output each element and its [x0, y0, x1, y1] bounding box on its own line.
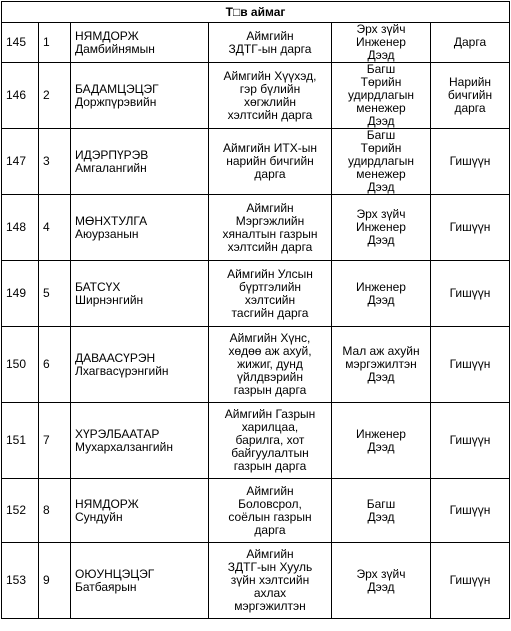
name-cell-line: БАДАМЦЭЦЭГ — [75, 81, 159, 96]
position-cell-line: Аймгийн Хүүхэд, — [223, 68, 317, 83]
position-cell — [209, 195, 332, 261]
row-number-cell: 1 — [39, 23, 71, 63]
position-cell-line: хяналтын газрын — [222, 226, 318, 241]
position-cell-line: соёлын газрын — [228, 509, 312, 524]
education-cell-line: менежер — [356, 101, 406, 115]
name-cell-line: ИДЭРПҮРЭВ — [75, 147, 149, 162]
education-cell — [332, 403, 431, 479]
education-cell-line: Дээд — [367, 439, 395, 454]
role-cell-line: Гишүүн — [449, 503, 491, 517]
table-row — [2, 403, 510, 479]
row-number-cell: 9 — [39, 543, 71, 619]
officials-table — [1, 1, 510, 619]
role-cell — [431, 129, 510, 195]
education-cell — [332, 327, 431, 403]
name-cell — [71, 23, 209, 63]
role-cell — [431, 327, 510, 403]
position-cell-line: бүртгэлийн — [238, 279, 302, 294]
table-row — [2, 479, 510, 543]
name-cell — [71, 543, 209, 619]
education-cell — [332, 63, 431, 129]
position-cell-line: Аймгийн — [246, 483, 294, 498]
position-cell-line: тасгийн дарга — [231, 305, 309, 320]
position-cell-line: хэлтсийн дарга — [227, 107, 313, 122]
position-cell — [209, 63, 332, 129]
row-id-cell: 147 — [2, 129, 39, 195]
table-title: Т□в аймаг — [2, 2, 510, 23]
role-cell-line: Гишүүн — [449, 286, 491, 300]
row-number-cell: 2 — [39, 63, 71, 129]
education-cell — [332, 261, 431, 327]
position-cell-line: газрын дарга — [233, 383, 307, 397]
position-cell-line: хөдөө аж ахуй, — [228, 344, 312, 358]
position-cell-line: ахлах — [253, 586, 287, 600]
role-cell-line: Гишүүн — [449, 154, 491, 168]
role-cell-line: Гишүүн — [449, 433, 491, 447]
position-cell-line: Аймгийн — [246, 547, 294, 561]
education-cell-line: менежер — [356, 167, 406, 181]
education-cell-line: Дээд — [367, 292, 395, 307]
education-cell — [332, 543, 431, 619]
education-cell-line: Багш — [366, 128, 396, 142]
name-cell-line: Амгалангийн — [75, 160, 147, 175]
position-cell-line: барилга, хот — [235, 433, 305, 447]
education-cell-line: Эрх зүйч — [356, 22, 406, 36]
position-cell-line: Мэргэжлийн — [235, 213, 305, 228]
row-number-cell: 5 — [39, 261, 71, 327]
name-cell-line: НЯМДОРЖ — [75, 496, 139, 511]
position-cell — [209, 403, 332, 479]
position-cell — [209, 23, 332, 63]
role-cell — [431, 479, 510, 543]
position-cell-line: нарийн бичгийн — [226, 154, 314, 168]
position-cell — [209, 479, 332, 543]
name-cell — [71, 479, 209, 543]
role-cell-line: Гишүүн — [449, 220, 491, 234]
position-cell — [209, 261, 332, 327]
position-cell-line: хэлтсийн дарга — [227, 239, 313, 254]
education-cell-line: Инженер — [356, 220, 406, 234]
position-cell-line: Аймгийн Газрын — [224, 407, 316, 421]
row-id-cell: 148 — [2, 195, 39, 261]
position-cell-line: гэр бүлийн — [239, 81, 301, 96]
education-cell-line: Мал аж ахуйн — [342, 344, 420, 358]
row-number-cell: 7 — [39, 403, 71, 479]
row-id-cell: 151 — [2, 403, 39, 479]
education-cell-line: Инженер — [356, 35, 406, 49]
education-cell-line: Инженер — [356, 279, 406, 294]
education-cell-line: Дээд — [367, 180, 395, 194]
name-cell-line: Сундуйн — [75, 509, 123, 524]
position-cell-line: мэргэжилтэн — [234, 599, 306, 613]
row-id-cell: 153 — [2, 543, 39, 619]
position-cell-line: Аймгийн — [246, 200, 294, 215]
education-cell-line: Төрийн — [360, 75, 402, 89]
name-cell-line: Батбаярын — [75, 579, 137, 594]
position-cell-line: дарга — [254, 167, 286, 181]
education-cell-line: Эрх зүйч — [356, 566, 406, 581]
name-cell-line: Дамбийнямын — [75, 41, 155, 56]
role-cell — [431, 195, 510, 261]
row-number-cell: 8 — [39, 479, 71, 543]
table-row — [2, 543, 510, 619]
role-cell-line: дарга — [454, 101, 486, 115]
row-number-cell: 4 — [39, 195, 71, 261]
name-cell-line: Мухархалзангийн — [75, 439, 173, 454]
position-cell-line: Аймгийн Хүнс, — [229, 331, 311, 345]
position-cell-line: дарга — [254, 522, 286, 537]
role-cell-line: Дарга — [453, 35, 487, 49]
education-cell-line: Инженер — [356, 426, 406, 441]
position-cell-line: Аймгийн Улсын — [227, 266, 313, 281]
name-cell-line: Аюурзанын — [75, 226, 139, 241]
row-number-cell: 3 — [39, 129, 71, 195]
education-cell — [332, 129, 431, 195]
name-cell-line: ДАВААСҮРЭН — [75, 350, 156, 365]
education-cell-line: Дээд — [367, 579, 395, 594]
education-cell-line: Эрх зүйч — [356, 207, 406, 221]
name-cell-line: ОЮУНЦЭЦЭГ — [75, 566, 155, 581]
position-cell-line: ЗДТГ-ын Хууль — [227, 560, 313, 574]
education-cell-line: мэргэжилтэн — [345, 357, 417, 371]
name-cell — [71, 63, 209, 129]
position-cell-line: харилцаа, — [241, 420, 299, 434]
role-cell — [431, 543, 510, 619]
role-cell-line: бичгийн — [447, 88, 493, 102]
role-cell — [431, 403, 510, 479]
name-cell — [71, 403, 209, 479]
position-cell-line: үйлдвэрийн — [237, 370, 303, 384]
education-cell — [332, 23, 431, 63]
role-cell — [431, 63, 510, 129]
position-cell-line: Аймгийн ИТХ-ын — [223, 141, 317, 155]
table-row — [2, 63, 510, 129]
education-cell-line: Багш — [366, 62, 396, 76]
row-id-cell: 150 — [2, 327, 39, 403]
row-id-cell: 145 — [2, 23, 39, 63]
role-cell-line: Нарийн — [448, 75, 492, 89]
position-cell-line: жижиг, дунд — [237, 357, 303, 371]
education-cell-line: Багш — [366, 496, 396, 511]
position-cell-line: зүйн хэлтсийн — [230, 573, 310, 587]
position-cell — [209, 129, 332, 195]
table-row — [2, 327, 510, 403]
name-cell — [71, 195, 209, 261]
education-cell-line: Дээд — [367, 48, 395, 62]
education-cell-line: Төрийн — [360, 141, 402, 155]
position-cell-line: Боловсрол, — [238, 496, 302, 511]
row-id-cell: 152 — [2, 479, 39, 543]
education-cell-line: Дээд — [367, 114, 395, 128]
education-cell-line: Дээд — [367, 233, 395, 247]
name-cell-line: НЯМДОРЖ — [75, 28, 139, 43]
position-cell-line: хэлтсийн — [244, 292, 296, 307]
table-row — [2, 195, 510, 261]
role-cell — [431, 23, 510, 63]
name-cell — [71, 327, 209, 403]
name-cell-line: Ширнэнгийн — [75, 292, 144, 307]
position-cell — [209, 327, 332, 403]
table-row — [2, 23, 510, 63]
name-cell-line: Лхагвасүрэнгийн — [75, 363, 169, 378]
position-cell-line: газрын дарга — [233, 459, 307, 473]
position-cell-line: ЗДТГ-ын дарга — [228, 41, 312, 56]
education-cell-line: Дээд — [367, 370, 395, 384]
row-id-cell: 149 — [2, 261, 39, 327]
position-cell — [209, 543, 332, 619]
row-number-cell: 6 — [39, 327, 71, 403]
name-cell-line: МӨНХТУЛГА — [75, 213, 148, 228]
position-cell-line: байгуулалтын — [231, 446, 309, 460]
name-cell — [71, 261, 209, 327]
role-cell — [431, 261, 510, 327]
table-row — [2, 129, 510, 195]
role-cell-line: Гишүүн — [449, 357, 491, 371]
education-cell-line: удирдлагын — [347, 88, 414, 102]
education-cell-line: удирдлагын — [347, 154, 414, 168]
education-cell — [332, 195, 431, 261]
row-id-cell: 146 — [2, 63, 39, 129]
name-cell-line: ХҮРЭЛБААТАР — [75, 426, 160, 441]
position-cell-line: Аймгийн — [246, 28, 294, 43]
education-cell — [332, 479, 431, 543]
name-cell — [71, 129, 209, 195]
position-cell-line: хөгжлийн — [243, 94, 297, 109]
table-row — [2, 261, 510, 327]
name-cell-line: Доржпүрэвийн — [75, 94, 157, 109]
role-cell-line: Гишүүн — [449, 573, 491, 587]
name-cell-line: БАТСҮХ — [75, 279, 121, 294]
education-cell-line: Дээд — [367, 509, 395, 524]
